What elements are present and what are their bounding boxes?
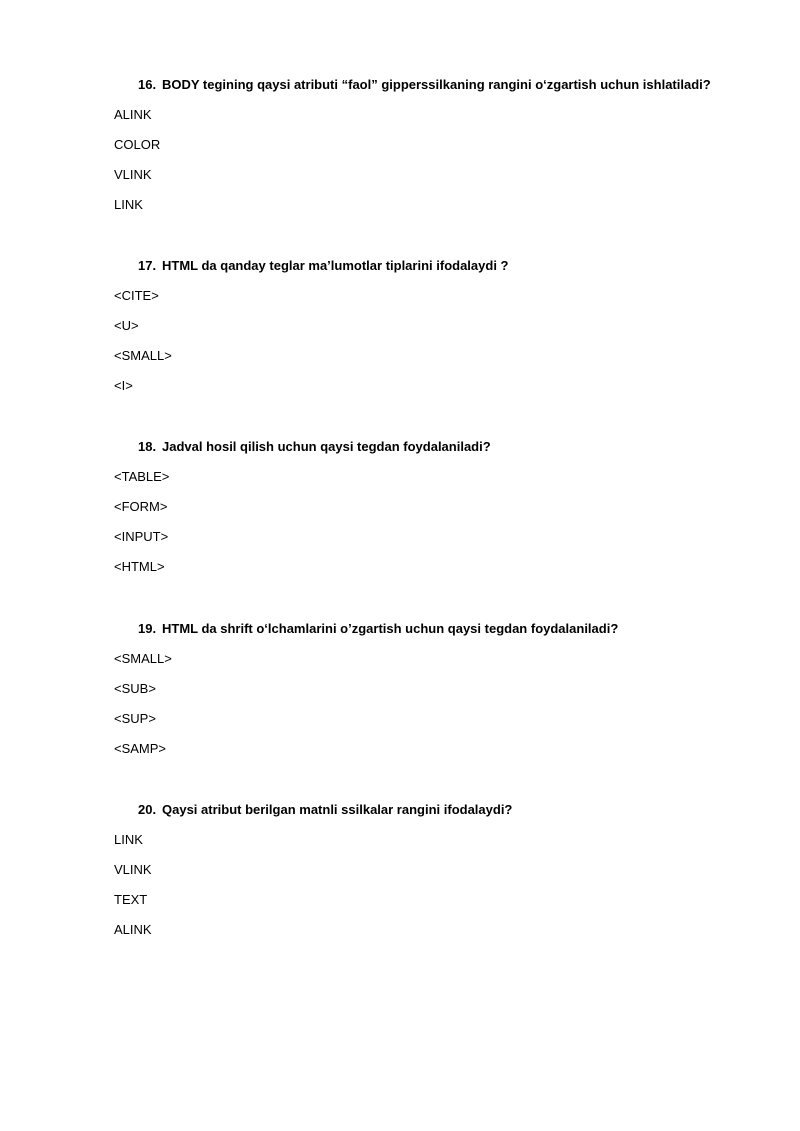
question-19 xyxy=(114,621,754,757)
question-text: Jadval hosil qilish uchun qaysi tegdan foydalaniladi? xyxy=(162,439,491,454)
option-list xyxy=(114,107,754,213)
answer-option: <U> xyxy=(114,318,139,333)
question-text: HTML da shrift o‘lchamlarini o’zgartish uchun qaysi tegdan foydalaniladi? xyxy=(162,621,619,636)
answer-option: <SUB> xyxy=(114,681,156,696)
answer-option: <SUP> xyxy=(114,711,156,726)
answer-option: ALINK xyxy=(114,922,152,937)
question-number: 20. xyxy=(138,802,157,817)
question-title xyxy=(138,258,754,274)
question-18 xyxy=(114,439,754,575)
option-list xyxy=(114,832,754,938)
option-list xyxy=(114,288,754,394)
answer-option: TEXT xyxy=(114,892,148,907)
question-text: HTML da qanday teglar ma’lumotlar tiplarini ifodalaydi ? xyxy=(162,258,509,273)
question-number: 18. xyxy=(138,439,157,454)
question-text: BODY tegining qaysi atributi “faol” gipperssilkaning rangini o‘zgartish uchun ishlatiladi? xyxy=(162,77,711,92)
answer-option: <HTML> xyxy=(114,559,165,574)
question-16 xyxy=(114,77,754,213)
option-list xyxy=(114,651,754,757)
answer-option: LINK xyxy=(114,832,143,847)
answer-option: <FORM> xyxy=(114,499,168,514)
question-text: Qaysi atribut berilgan matnli ssilkalar rangini ifodalaydi? xyxy=(162,802,513,817)
answer-option: <SMALL> xyxy=(114,651,172,666)
question-17 xyxy=(114,258,754,394)
question-title xyxy=(138,621,754,637)
question-title xyxy=(138,439,754,455)
question-number: 16. xyxy=(138,77,157,92)
answer-option: <CITE> xyxy=(114,288,159,303)
answer-option: <INPUT> xyxy=(114,529,169,544)
answer-option: <TABLE> xyxy=(114,469,170,484)
answer-option: ALINK xyxy=(114,107,152,122)
option-list xyxy=(114,469,754,575)
answer-option: <SAMP> xyxy=(114,741,167,756)
question-title xyxy=(138,802,754,818)
question-number: 17. xyxy=(138,258,157,273)
question-20 xyxy=(114,802,754,938)
answer-option: <SMALL> xyxy=(114,348,172,363)
answer-option: <I> xyxy=(114,378,133,393)
question-number: 19. xyxy=(138,621,157,636)
answer-option: VLINK xyxy=(114,862,152,877)
answer-option: LINK xyxy=(114,197,143,212)
answer-option: COLOR xyxy=(114,137,161,152)
answer-option: VLINK xyxy=(114,167,152,182)
question-title xyxy=(138,77,754,93)
